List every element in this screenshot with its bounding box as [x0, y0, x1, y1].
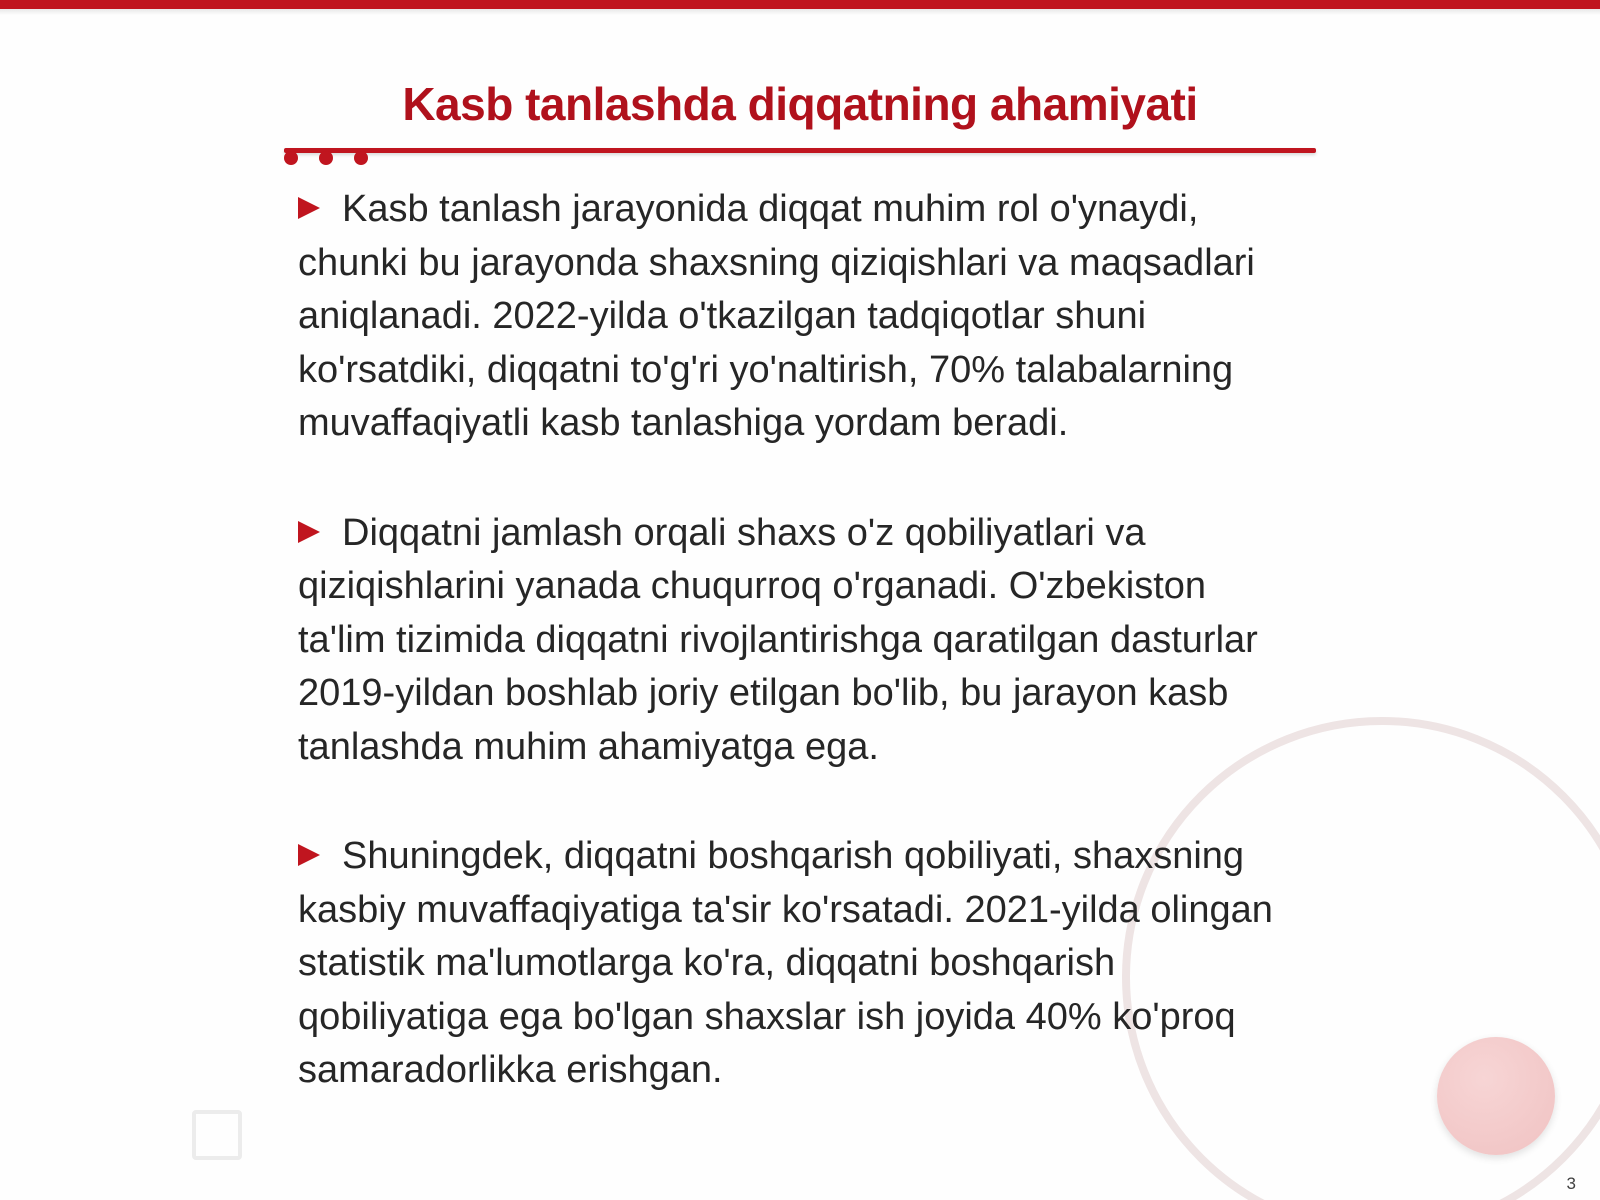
triangle-right-icon [298, 521, 320, 543]
top-bar-shadow [0, 9, 1600, 15]
top-accent-bar [0, 0, 1600, 9]
bullet-item-1 [298, 183, 1298, 451]
decorative-dot-icon [354, 151, 368, 165]
bullet-text-3: Shuningdek, diqqatni boshqarish qobiliyati, shaxsning kasbiy muvaffaqiyatiga ta'sir ko'rsatadi. 2021-yilda olingan statistik ma'lumotlarga ko'ra, diqqatni boshqarish qobiliyatiga ega bo'lgan shaxslar ish joyida 40% ko'proq samaradorlikka erishgan. [298, 835, 1273, 1091]
slide-title: Kasb tanlashda diqqatning ahamiyati [402, 78, 1198, 130]
bullet-text-2: Diqqatni jamlash orqali shaxs o'z qobiliyatlari va qiziqishlarini yanada chuqurroq o'rganadi. O'zbekiston ta'lim tizimida diqqatni rivojlantirishga qaratilgan dasturlar 2019-yildan boshlab joriy etilgan bo'lib, bu jarayon kasb tanlashda muhim ahamiyatga ega. [298, 511, 1258, 768]
decorative-dot-icon [319, 151, 333, 165]
triangle-right-icon [298, 844, 320, 866]
slide-number: 3 [1566, 1174, 1576, 1193]
bullet-item-2 [298, 507, 1298, 775]
decorative-dot-icon [284, 151, 298, 165]
triangle-right-icon [298, 197, 320, 219]
decorative-square [192, 1110, 242, 1160]
bullet-text-1: Kasb tanlash jarayonida diqqat muhim rol o'ynaydi, chunki bu jarayonda shaxsning qiziqishlari va maqsadlari aniqlanadi. 2022-yilda o'tkazilgan tadqiqotlar shuni ko'rsatdiki, diqqatni to'g'ri yo'naltirish, 70% talabalarning muvaffaqiyatli kasb tanlashiga yordam beradi. [298, 188, 1255, 444]
bullet-item-3 [298, 830, 1298, 1098]
title-underline [284, 148, 1316, 153]
bullet-list [298, 183, 1298, 1154]
decorative-circle-filled [1437, 1037, 1555, 1155]
